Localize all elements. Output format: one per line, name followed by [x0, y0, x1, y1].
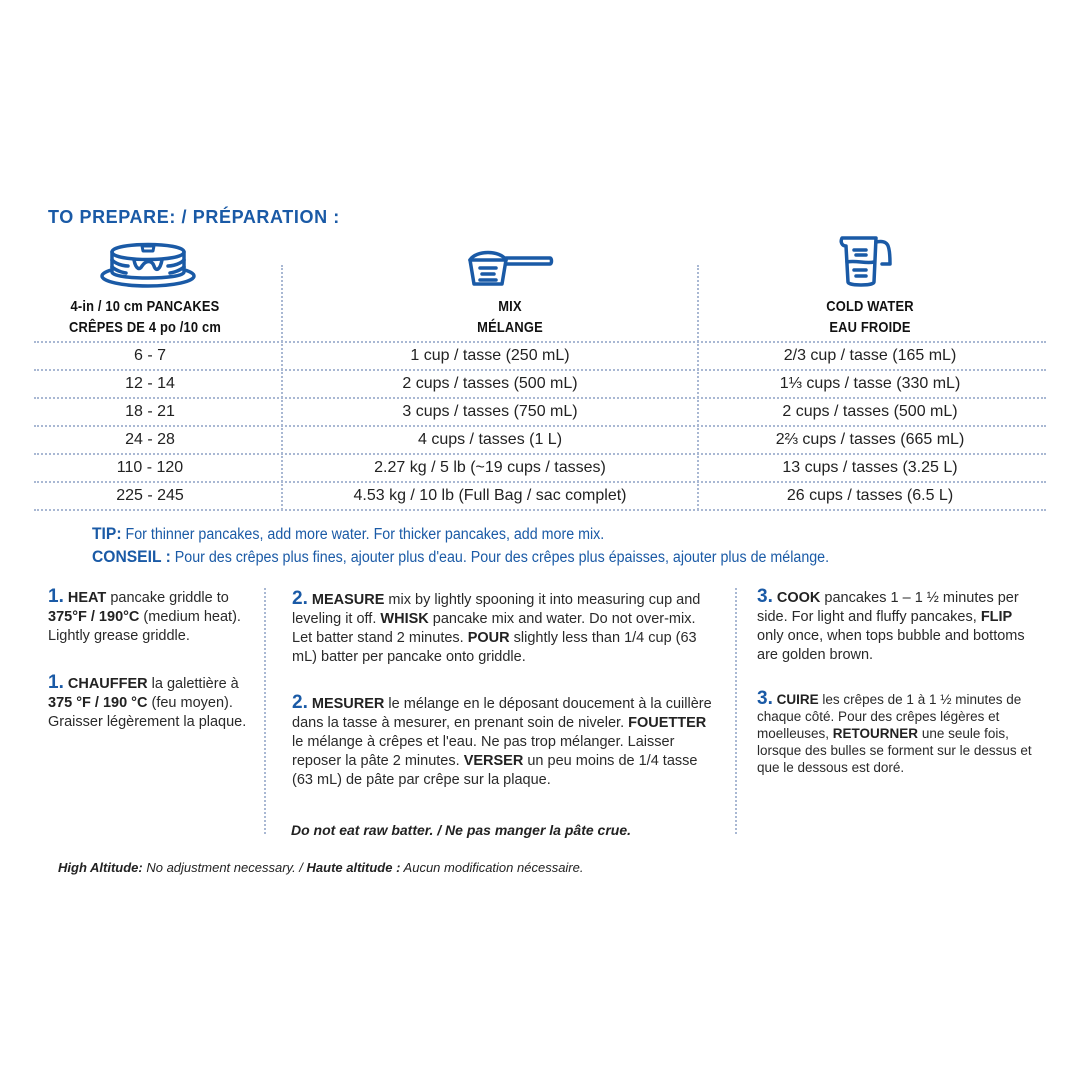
row-divider — [34, 397, 1046, 399]
column-header-mix: MIX MÉLANGE — [477, 298, 543, 336]
measuring-cup-icon — [838, 234, 894, 290]
cell-pancakes: 6 - 7 — [133, 347, 166, 364]
measuring-scoop-icon — [466, 246, 556, 290]
step-1-french: 1. CHAUFFER la galettière à 375 °F / 190 °C (feu moyen). Graisser légèrement la plaque. — [48, 672, 247, 730]
cell-water: 2/3 cup / tasse (165 mL) — [783, 347, 957, 364]
step-2-french: 2. MESURER le mélange en le déposant doucement à la cuillère dans la tasse à mesurer, en prenant soin de niveler. FOUETTER le mélange à crêpes et l'eau. Ne pas trop mélanger. Laisser reposer la pâte 2 minutes. VERSER un peu moins de 1/4 tasse (63 mL) de pâte par crêpe sur la plaque. — [292, 692, 712, 788]
column-divider — [697, 265, 699, 510]
step-3-french: 3. CUIRE les crêpes de 1 à 1 ½ minutes de chaque côté. Pour des crêpes légères et moelleuses, RETOURNER une seule fois, lorsque des bulles se forment sur le dessus et que le dessous est doré. — [757, 688, 1032, 775]
tip-label: CONSEIL : — [92, 547, 171, 566]
row-divider — [34, 341, 1046, 343]
column-divider — [281, 265, 283, 510]
cell-mix: 4.53 kg / 10 lb (Full Bag / sac complet) — [353, 487, 627, 504]
tip-label: TIP: — [92, 524, 122, 543]
step-2-english: 2. MEASURE mix by lightly spooning it into measuring cup and leveling it off. WHISK pancake mix and water. Do not over-mix. Let batter stand 2 minutes. POUR slightly less than 1/4 cup (63 mL) batter per pancake onto griddle. — [292, 588, 701, 665]
cell-water: 2 cups / tasses (500 mL) — [782, 403, 958, 420]
altitude-note: High Altitude: No adjustment necessary. / Haute altitude : Aucun modification nécessaire. — [58, 860, 584, 875]
cell-pancakes: 24 - 28 — [125, 431, 175, 448]
column-header-water: COLD WATER EAU FROIDE — [826, 298, 914, 336]
cell-mix: 1 cup / tasse (250 mL) — [410, 347, 570, 364]
cell-pancakes: 110 - 120 — [116, 459, 184, 476]
cell-mix: 2 cups / tasses (500 mL) — [402, 375, 578, 392]
cell-water: 2⅔ cups / tasses (665 mL) — [775, 431, 965, 448]
row-divider — [34, 425, 1046, 427]
pancake-stack-icon — [98, 236, 198, 288]
page-title: TO PREPARE: / PRÉPARATION : — [48, 207, 340, 227]
step-divider — [264, 588, 266, 834]
tip-french: CONSEIL : Pour des crêpes plus fines, ajouter plus d'eau. Pour des crêpes plus épaisses, ajouter plus de mélange. — [92, 547, 830, 566]
cell-mix: 3 cups / tasses (750 mL) — [402, 403, 578, 420]
column-header-pancakes: 4-in / 10 cm PANCAKES CRÊPES DE 4 po /10 cm — [68, 298, 222, 336]
step-3-english: 3. COOK pancakes 1 – 1 ½ minutes per side. For light and fluffy pancakes, FLIP only once, when tops bubble and bottoms are golden brown. — [757, 586, 1025, 663]
raw-batter-warning: Do not eat raw batter. / Ne pas manger la pâte crue. — [291, 822, 631, 838]
cell-mix: 4 cups / tasses (1 L) — [417, 431, 563, 448]
row-divider — [34, 481, 1046, 483]
cell-water: 26 cups / tasses (6.5 L) — [786, 487, 954, 504]
cell-water: 1⅓ cups / tasse (330 mL) — [779, 375, 961, 392]
row-divider — [34, 509, 1046, 511]
step-divider — [735, 588, 737, 834]
row-divider — [34, 369, 1046, 371]
cell-pancakes: 18 - 21 — [125, 403, 175, 420]
step-1-english: 1. HEAT pancake griddle to 375°F / 190°C (medium heat). Lightly grease griddle. — [48, 586, 241, 644]
tip-english: TIP: For thinner pancakes, add more water. For thicker pancakes, add more mix. — [92, 524, 605, 543]
cell-pancakes: 225 - 245 — [116, 487, 184, 504]
cell-water: 13 cups / tasses (3.25 L) — [782, 459, 958, 476]
cell-pancakes: 12 - 14 — [125, 375, 175, 392]
row-divider — [34, 453, 1046, 455]
cell-mix: 2.27 kg / 5 lb (~19 cups / tasses) — [374, 459, 606, 476]
